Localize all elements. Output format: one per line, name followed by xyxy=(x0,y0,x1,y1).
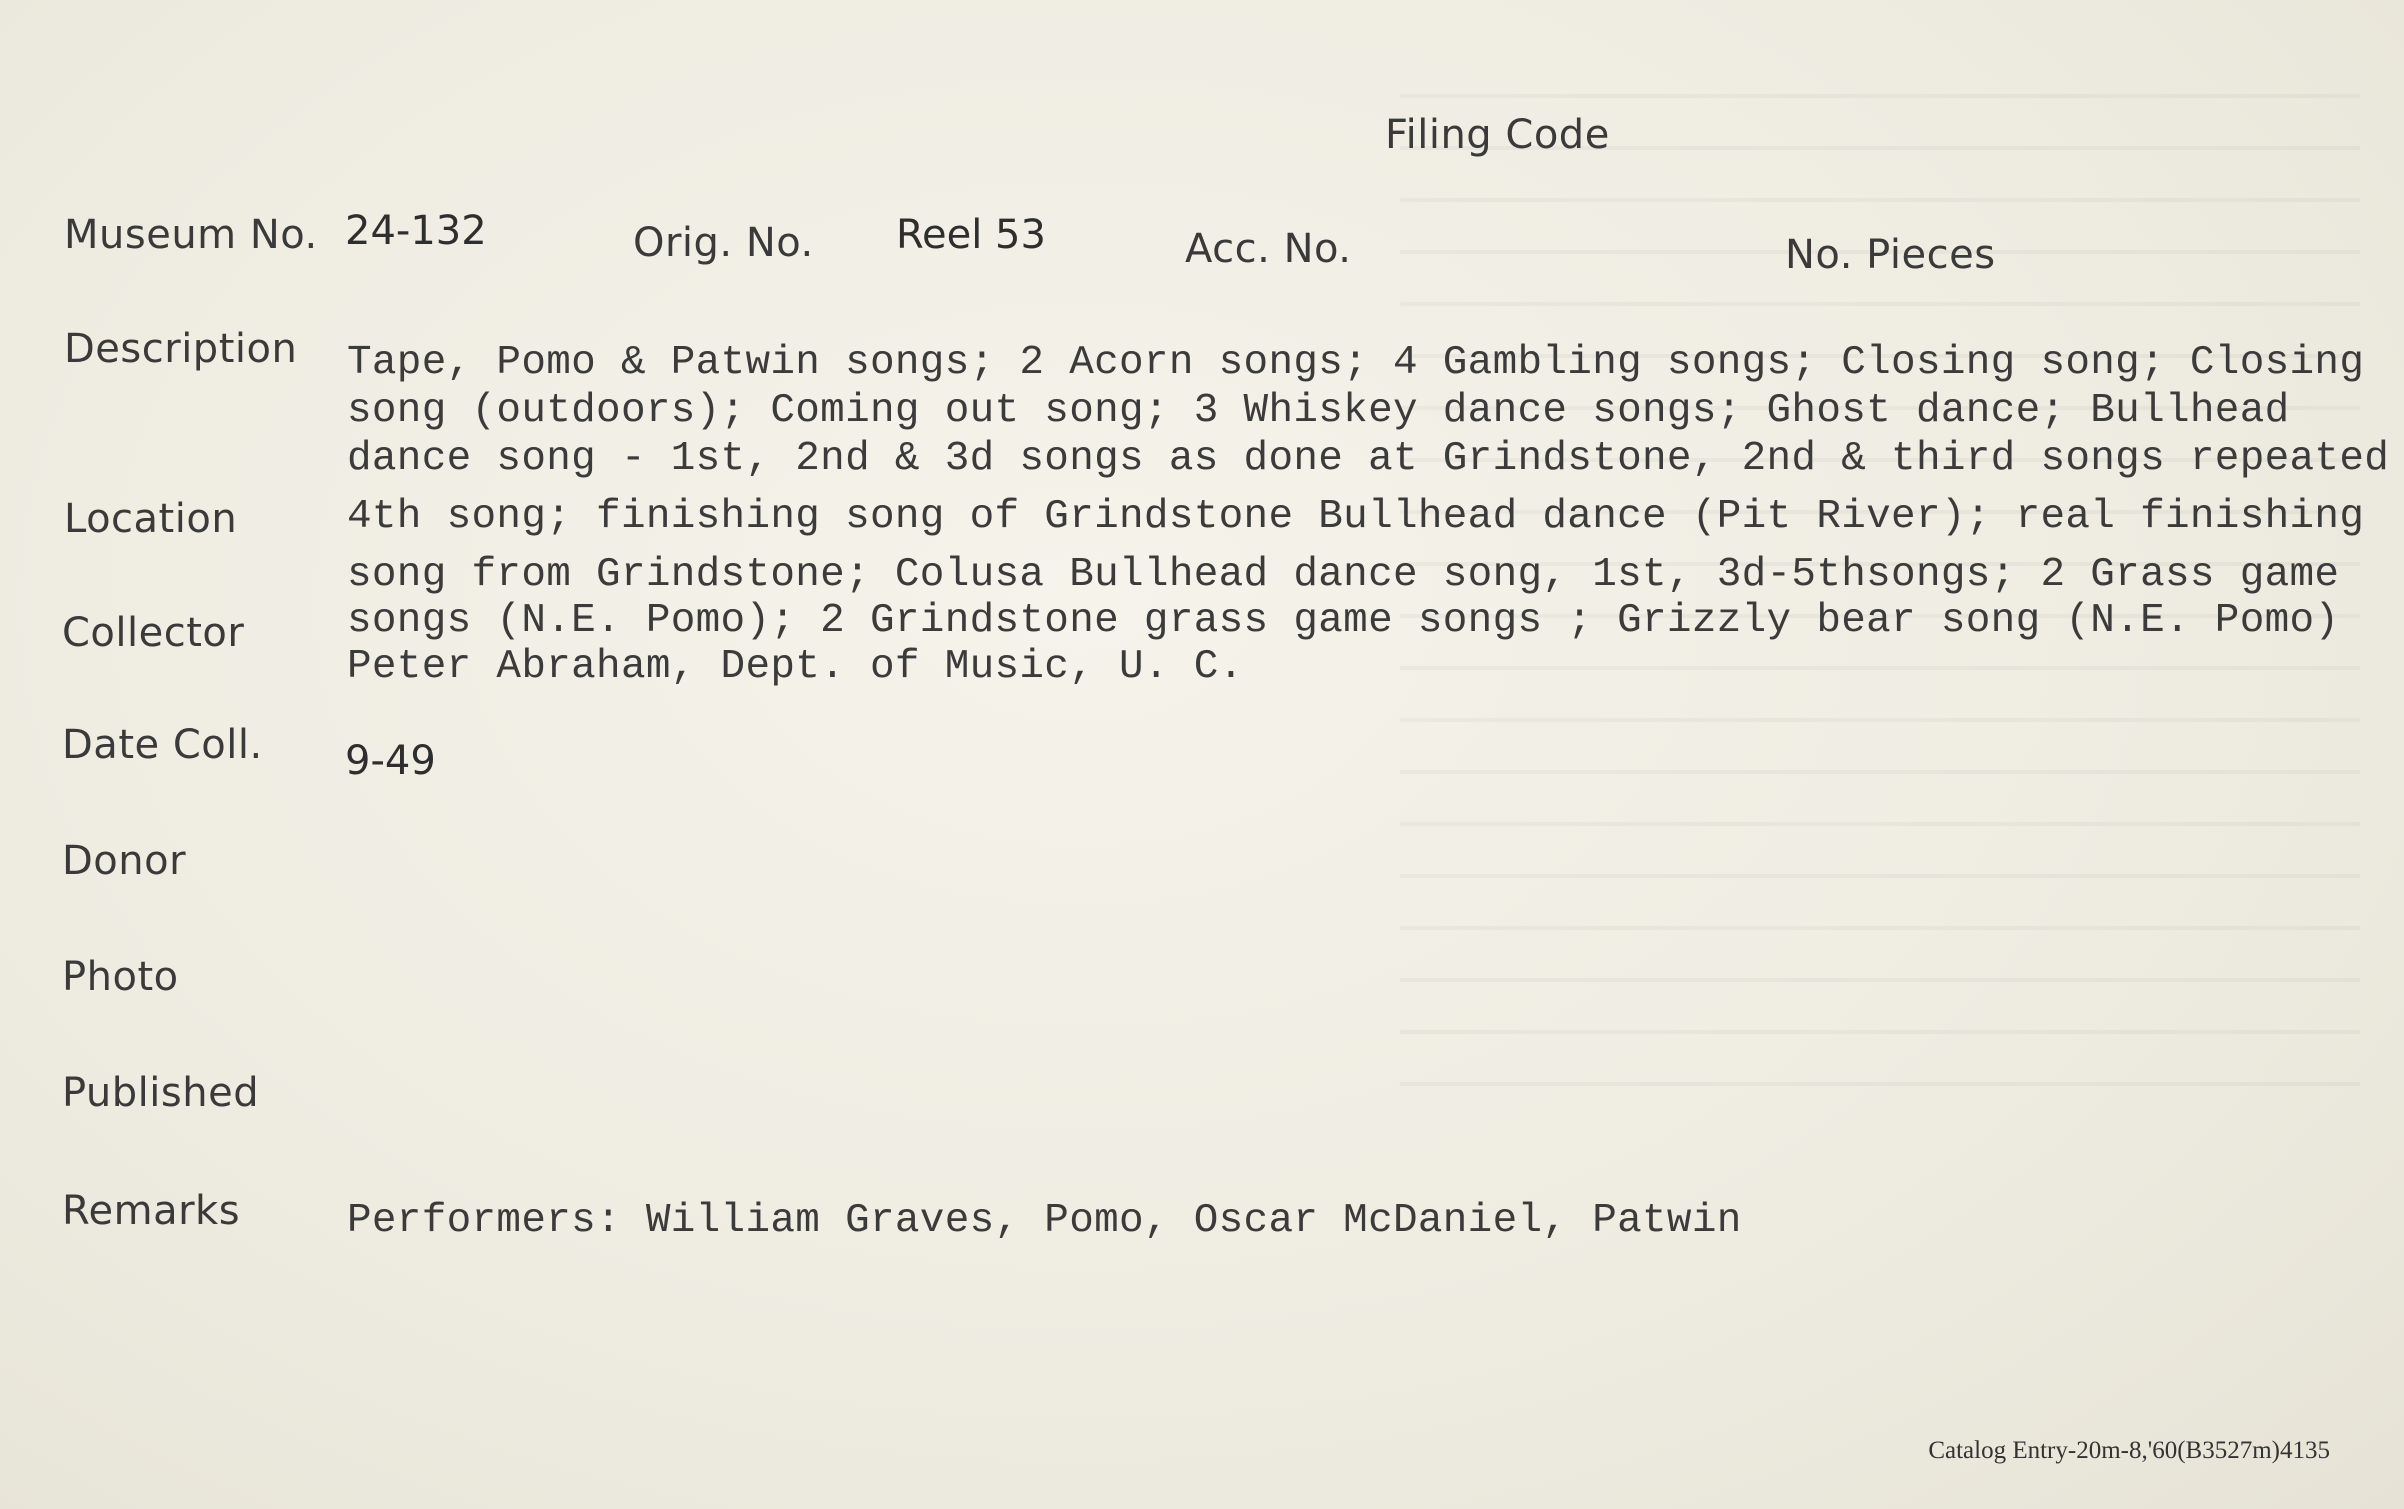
collector-value: Peter Abraham, Dept. of Music, U. C. xyxy=(347,644,1244,690)
date-coll-value: 9-49 xyxy=(345,738,436,784)
location-label: Location xyxy=(64,496,238,542)
description-line: 4th song; finishing song of Grindstone Bullhead dance (Pit River); real finishing xyxy=(347,494,2365,540)
description-line: dance song - 1st, 2nd & 3d songs as done at Grindstone, 2nd & third songs repeated xyxy=(347,436,2390,482)
donor-label: Donor xyxy=(62,838,187,884)
remarks-value: Performers: William Graves, Pomo, Oscar McDaniel, Patwin xyxy=(347,1198,1742,1244)
filing-code-label: Filing Code xyxy=(1385,112,1610,158)
description-line: song (outdoors); Coming out song; 3 Whiskey dance songs; Ghost dance; Bullhead xyxy=(347,388,2290,434)
date-coll-label: Date Coll. xyxy=(62,722,263,768)
museum-no-value: 24-132 xyxy=(345,208,487,254)
no-pieces-label: No. Pieces xyxy=(1785,232,1996,278)
description-label: Description xyxy=(64,326,298,372)
acc-no-label: Acc. No. xyxy=(1185,226,1352,272)
museum-no-label: Museum No. xyxy=(64,212,318,258)
description-line: song from Grindstone; Colusa Bullhead dance song, 1st, 3d-5thsongs; 2 Grass game xyxy=(347,552,2340,598)
remarks-label: Remarks xyxy=(62,1188,241,1234)
collector-label: Collector xyxy=(62,610,245,656)
description-line: Tape, Pomo & Patwin songs; 2 Acorn songs; 4 Gambling songs; Closing song; Closing xyxy=(347,340,2365,386)
published-label: Published xyxy=(62,1070,260,1116)
catalog-entry-footer: Catalog Entry-20m-8,'60(B3527m)4135 xyxy=(1928,1437,2330,1464)
orig-no-label: Orig. No. xyxy=(633,220,814,266)
photo-label: Photo xyxy=(62,954,179,1000)
orig-no-value: Reel 53 xyxy=(896,212,1046,258)
description-line: songs (N.E. Pomo); 2 Grindstone grass game songs ; Grizzly bear song (N.E. Pomo) xyxy=(347,598,2340,644)
